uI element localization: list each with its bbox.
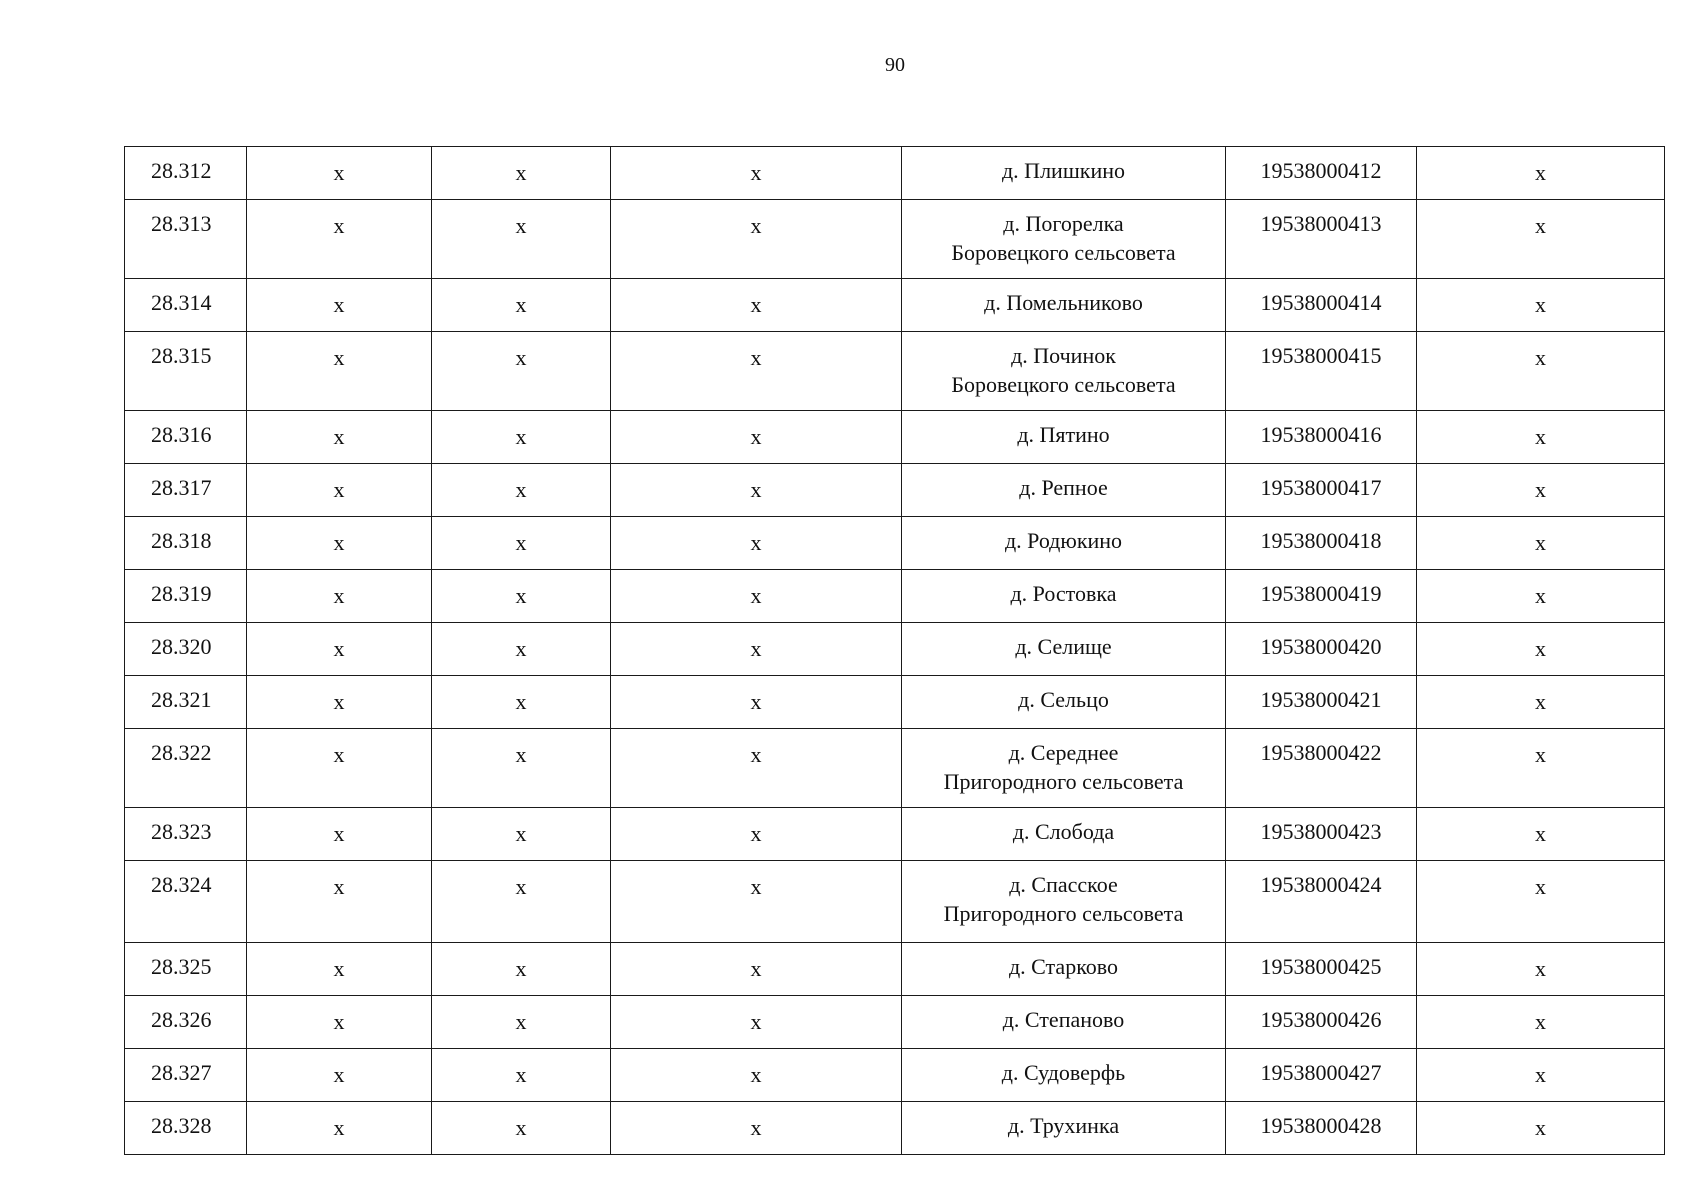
column-4-cell: х (611, 200, 902, 279)
column-2-cell: х (247, 1102, 432, 1155)
table-row (125, 808, 1665, 861)
column-7-cell: х (1417, 943, 1665, 996)
column-2-cell: х (247, 676, 432, 729)
column-2-cell: х (247, 1049, 432, 1102)
settlement-name-cell (902, 200, 1226, 279)
settlements-table (124, 146, 1665, 1155)
column-4-cell: х (611, 517, 902, 570)
okato-code-cell: 19538000417 (1226, 464, 1417, 517)
settlement-name-line-1: д. Старково (1008, 954, 1119, 979)
column-3-cell: х (432, 676, 611, 729)
column-2-cell: х (247, 729, 432, 808)
column-2-cell: х (247, 464, 432, 517)
settlement-name-line-2: Боровецкого сельсовета (951, 372, 1176, 397)
settlement-name-line-1: д. Спасское (1009, 872, 1118, 897)
okato-code-cell: 19538000428 (1226, 1102, 1417, 1155)
row-code-cell: 28.317 (125, 464, 247, 517)
column-3-cell: х (432, 808, 611, 861)
table-row (125, 1102, 1665, 1155)
column-2-cell: х (247, 623, 432, 676)
row-code-cell: 28.314 (125, 279, 247, 332)
settlement-name-line-1: д. Селище (1015, 634, 1112, 659)
column-4-cell: х (611, 147, 902, 200)
table-row (125, 332, 1665, 411)
row-code-cell: 28.326 (125, 996, 247, 1049)
column-7-cell: х (1417, 1049, 1665, 1102)
column-7-cell: х (1417, 1102, 1665, 1155)
settlement-name-cell (902, 1049, 1226, 1102)
column-3-cell: х (432, 623, 611, 676)
table-row (125, 1049, 1665, 1102)
settlement-name-cell (902, 729, 1226, 808)
settlement-name-line-1: д. Слобода (1012, 819, 1115, 844)
column-2-cell: х (247, 517, 432, 570)
column-7-cell: х (1417, 996, 1665, 1049)
table-row (125, 943, 1665, 996)
okato-code-cell: 19538000421 (1226, 676, 1417, 729)
settlement-name-line-2: Пригородного сельсовета (943, 769, 1184, 794)
okato-code-cell: 19538000414 (1226, 279, 1417, 332)
column-3-cell: х (432, 1049, 611, 1102)
settlement-name-line-1: д. Родюкино (1004, 528, 1123, 553)
column-7-cell: х (1417, 808, 1665, 861)
table-row (125, 676, 1665, 729)
settlement-name-line-1: д. Репное (1019, 475, 1108, 500)
settlement-name-line-2: Пригородного сельсовета (943, 901, 1184, 926)
row-code-cell: 28.327 (125, 1049, 247, 1102)
column-2-cell: х (247, 861, 432, 943)
okato-code-cell: 19538000427 (1226, 1049, 1417, 1102)
table-row (125, 623, 1665, 676)
settlement-name-line-1: д. Погорелка (1003, 211, 1124, 236)
settlement-name-cell (902, 676, 1226, 729)
column-7-cell: х (1417, 570, 1665, 623)
column-3-cell: х (432, 729, 611, 808)
column-4-cell: х (611, 332, 902, 411)
settlement-name-line-2: Боровецкого сельсовета (951, 240, 1176, 265)
row-code-cell: 28.322 (125, 729, 247, 808)
table-row (125, 464, 1665, 517)
settlement-name-cell (902, 808, 1226, 861)
column-3-cell: х (432, 517, 611, 570)
column-4-cell: х (611, 279, 902, 332)
column-2-cell: х (247, 943, 432, 996)
column-3-cell: х (432, 464, 611, 517)
column-7-cell: х (1417, 200, 1665, 279)
settlement-name-cell (902, 623, 1226, 676)
column-3-cell: х (432, 147, 611, 200)
column-3-cell: х (432, 570, 611, 623)
column-4-cell: х (611, 808, 902, 861)
row-code-cell: 28.321 (125, 676, 247, 729)
okato-code-cell: 19538000412 (1226, 147, 1417, 200)
table-row (125, 147, 1665, 200)
okato-code-cell: 19538000413 (1226, 200, 1417, 279)
okato-code-cell: 19538000425 (1226, 943, 1417, 996)
settlement-name-line-1: д. Сельцо (1018, 687, 1109, 712)
column-3-cell: х (432, 279, 611, 332)
okato-code-cell: 19538000422 (1226, 729, 1417, 808)
column-4-cell: х (611, 464, 902, 517)
column-4-cell: х (611, 861, 902, 943)
table-row (125, 729, 1665, 808)
column-4-cell: х (611, 1102, 902, 1155)
table-row (125, 411, 1665, 464)
column-3-cell: х (432, 332, 611, 411)
table-row (125, 517, 1665, 570)
row-code-cell: 28.319 (125, 570, 247, 623)
column-2-cell: х (247, 808, 432, 861)
column-7-cell: х (1417, 517, 1665, 570)
row-code-cell: 28.318 (125, 517, 247, 570)
column-7-cell: х (1417, 861, 1665, 943)
column-7-cell: х (1417, 676, 1665, 729)
column-2-cell: х (247, 411, 432, 464)
settlement-name-cell (902, 861, 1226, 943)
settlement-name-cell (902, 279, 1226, 332)
row-code-cell: 28.315 (125, 332, 247, 411)
column-2-cell: х (247, 279, 432, 332)
settlement-name-line-1: д. Ростовка (1010, 581, 1117, 606)
column-3-cell: х (432, 861, 611, 943)
settlement-name-line-1: д. Середнее (1008, 740, 1119, 765)
okato-code-cell: 19538000424 (1226, 861, 1417, 943)
column-2-cell: х (247, 332, 432, 411)
column-4-cell: х (611, 996, 902, 1049)
okato-code-cell: 19538000415 (1226, 332, 1417, 411)
row-code-cell: 28.325 (125, 943, 247, 996)
column-4-cell: х (611, 623, 902, 676)
column-4-cell: х (611, 943, 902, 996)
column-7-cell: х (1417, 332, 1665, 411)
column-2-cell: х (247, 570, 432, 623)
column-7-cell: х (1417, 623, 1665, 676)
column-4-cell: х (611, 570, 902, 623)
settlement-name-line-1: д. Плишкино (1001, 158, 1125, 183)
row-code-cell: 28.320 (125, 623, 247, 676)
settlement-name-cell (902, 943, 1226, 996)
settlement-name-line-1: д. Судоверфь (1001, 1060, 1126, 1085)
column-4-cell: х (611, 411, 902, 464)
settlement-name-line-1: д. Трухинка (1007, 1113, 1120, 1138)
settlement-name-line-1: д. Помельниково (984, 290, 1143, 315)
column-4-cell: х (611, 1049, 902, 1102)
row-code-cell: 28.324 (125, 861, 247, 943)
settlement-name-cell (902, 411, 1226, 464)
column-3-cell: х (432, 1102, 611, 1155)
row-code-cell: 28.312 (125, 147, 247, 200)
row-code-cell: 28.316 (125, 411, 247, 464)
settlement-name-line-1: д. Степаново (1002, 1007, 1125, 1032)
column-7-cell: х (1417, 279, 1665, 332)
okato-code-cell: 19538000416 (1226, 411, 1417, 464)
column-7-cell: х (1417, 729, 1665, 808)
okato-code-cell: 19538000418 (1226, 517, 1417, 570)
column-7-cell: х (1417, 411, 1665, 464)
column-4-cell: х (611, 729, 902, 808)
column-3-cell: х (432, 200, 611, 279)
settlement-name-cell (902, 147, 1226, 200)
column-2-cell: х (247, 200, 432, 279)
settlement-name-cell (902, 332, 1226, 411)
settlement-name-cell (902, 1102, 1226, 1155)
column-2-cell: х (247, 147, 432, 200)
okato-code-cell: 19538000423 (1226, 808, 1417, 861)
column-4-cell: х (611, 676, 902, 729)
column-3-cell: х (432, 411, 611, 464)
table-row (125, 279, 1665, 332)
settlement-name-cell (902, 517, 1226, 570)
column-2-cell: х (247, 996, 432, 1049)
okato-code-cell: 19538000419 (1226, 570, 1417, 623)
row-code-cell: 28.323 (125, 808, 247, 861)
column-3-cell: х (432, 996, 611, 1049)
okato-code-cell: 19538000426 (1226, 996, 1417, 1049)
row-code-cell: 28.313 (125, 200, 247, 279)
okato-code-cell: 19538000420 (1226, 623, 1417, 676)
settlement-name-cell (902, 464, 1226, 517)
settlement-name-cell (902, 570, 1226, 623)
column-7-cell: х (1417, 147, 1665, 200)
table-row (125, 996, 1665, 1049)
page-number: 90 (885, 54, 905, 76)
settlement-name-line-1: д. Починок (1011, 343, 1116, 368)
column-7-cell: х (1417, 464, 1665, 517)
table-row (125, 200, 1665, 279)
settlement-name-line-1: д. Пятино (1017, 422, 1110, 447)
column-3-cell: х (432, 943, 611, 996)
row-code-cell: 28.328 (125, 1102, 247, 1155)
table-row (125, 861, 1665, 943)
table-body (125, 147, 1665, 1155)
settlement-name-cell (902, 996, 1226, 1049)
table-row (125, 570, 1665, 623)
